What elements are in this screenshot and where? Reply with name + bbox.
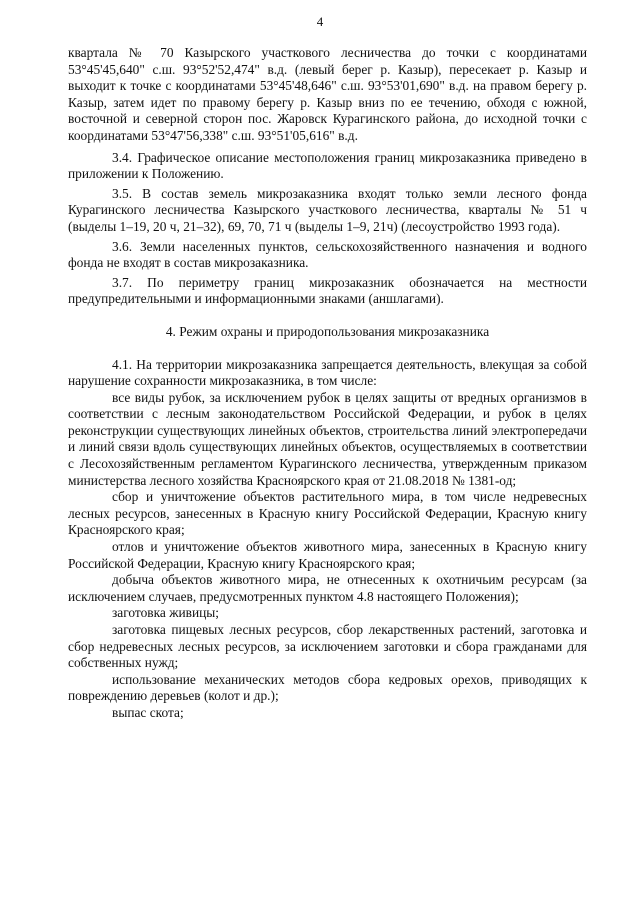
paragraph-3-5: 3.5. В состав земель микрозаказника входят только земли лесного фонда Курагинского лесничества Казырского участкового лесничества, кварталы № 51 ч (выделы 1–19, 20 ч, 21–32), 69, 70, 71 ч (выделы 1–9, 21ч) (лесоустройство 1993 года). xyxy=(68,185,587,234)
paragraph-3-7: 3.7. По периметру границ микрозаказник обозначается на местности предупредительными и информационными знаками (аншлагами). xyxy=(68,274,587,307)
section-heading-4: 4. Режим охраны и природопользования микрозаказника xyxy=(165,323,490,339)
paragraph-4-1: 4.1. На территории микрозаказника запрещается деятельность, влекущая за собой нарушение сохранности микрозаказника, в том числе: xyxy=(68,356,587,389)
list-item-cedar-nuts: использование механических методов сбора кедровых орехов, приводящих к повреждению деревьев (колот и др.); xyxy=(68,671,587,704)
list-item-logging: все виды рубок, за исключением рубок в целях защиты от вредных организмов в соответствии с лесным законодательством Российской Федерации, и рубок в целях реконструкции существующих линейных объектов, строительства линий электропередачи и линий связи вдоль существующих линейных объектов, осуществляемых в соответствии с Лесохозяйственным регламентом Курагинского лесничества, утвержденным приказом министерства лесного хозяйства Красноярского края от 21.08.2018 № 1381-од; xyxy=(68,389,587,488)
list-item-plants: сбор и уничтожение объектов растительного мира, в том числе недревесных лесных ресурсов, занесенных в Красную книгу Российской Федерации, Красную книгу Красноярского края; xyxy=(68,489,587,538)
document-body xyxy=(68,45,587,722)
paragraph-3-6: 3.6. Земли населенных пунктов, сельскохозяйственного назначения и водного фонда не входят в состав микрозаказника. xyxy=(68,238,587,271)
list-item-animals-hunting: добыча объектов животного мира, не отнесенных к охотничьим ресурсам (за исключением случаев, предусмотренных пунктом 4.8 настоящего Положения); xyxy=(68,572,587,604)
list-item-animals-capture: отлов и уничтожение объектов животного мира, занесенных в Красную книгу Российской Федерации, Красную книгу Красноярского края; xyxy=(68,539,587,571)
list-item-resin: заготовка живицы; xyxy=(112,605,219,621)
list-item-grazing: выпас скота; xyxy=(112,704,184,720)
list-item-food-resources: заготовка пищевых лесных ресурсов, сбор лекарственных растений, заготовка и сбор недревесных лесных ресурсов, за исключением заготовки и сбора гражданами для собственных нужд; xyxy=(68,622,587,671)
paragraph-3-4: 3.4. Графическое описание местоположения границ микрозаказника приведено в приложении к Положению. xyxy=(68,149,587,182)
paragraph-boundary-description: квартала № 70 Казырского участкового лесничества до точки с координатами 53°45'45,640" с.ш. 93°52'52,474" в.д. (левый берег р. Казыр), пересекает р. Казыр и выходит к точке с координатами 53°45'48,646" с.ш. 93°53'01,690" в.д. на правом берегу р. Казыр, затем идет по правому берегу р. Казыр вниз по ее течению, обходя с южной, восточной и северной сторон пос. Жаровск Курагинского района, до исходной точки с координатами 53°47'56,338" с.ш. 93°51'05,616" в.д. xyxy=(68,45,587,143)
page-number: 4 xyxy=(316,14,324,29)
